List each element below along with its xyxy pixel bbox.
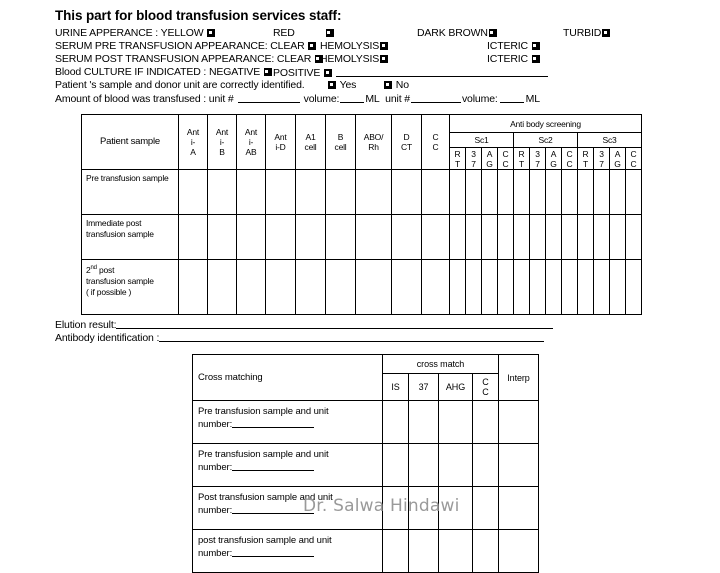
amount-unit-b: ML [365, 93, 380, 105]
checkbox-icon[interactable] [324, 69, 332, 77]
crossmatch-is-header: IS [383, 374, 409, 401]
xm-cell-pre2-37[interactable] [409, 444, 439, 487]
identification-statement [55, 79, 305, 92]
blood-culture-negative-label: Blood CULTURE IF INDICATED : NEGATIVE [55, 66, 261, 78]
serum-post-hemolysis-label: HEMOLYSIS [320, 53, 380, 65]
sc1-ag-top: A [486, 148, 493, 159]
second-post-l3: ( if possible ) [86, 286, 132, 297]
serum-pre-transfusion-row [55, 40, 695, 53]
amount-label-a: Amount of blood was transfused : unit # [55, 93, 234, 105]
cell-imm-anti-ab[interactable] [237, 215, 266, 260]
xm-post1-l1: Post transfusion sample and unit [198, 492, 333, 503]
checkbox-icon[interactable] [380, 55, 388, 63]
col-header-anti-ab [237, 115, 266, 170]
xm-cell-pre1-ahg[interactable] [439, 401, 473, 444]
cell-pre-sc1-ag[interactable] [482, 170, 498, 215]
sc3-37-bottom: 7 [599, 158, 604, 169]
row-label-second-post [82, 260, 179, 315]
crossmatch-table [192, 354, 539, 573]
cell-imm-sc1-37[interactable] [466, 215, 482, 260]
crossmatch-row-label-pre-2 [193, 444, 383, 487]
crossmatch-row [193, 444, 539, 487]
xm-pre2-l1: Pre transfusion sample and unit [198, 449, 329, 460]
identification-yes-option[interactable] [327, 79, 356, 92]
anti-a-l1: Ant [186, 127, 200, 137]
checkbox-icon[interactable] [532, 42, 540, 50]
xm-cell-post1-ahg[interactable] [439, 487, 473, 530]
xm-pre2-l2: number: [198, 462, 233, 473]
anti-ab-l2: i- [248, 137, 254, 147]
watermark-author: Dr. Salwa Hindawi [303, 496, 460, 516]
cell-imm-sc1-ag[interactable] [482, 215, 498, 260]
cell-pre-sc2-cc[interactable] [562, 170, 578, 215]
checkbox-icon[interactable] [384, 81, 392, 89]
xm-cell-pre2-ahg[interactable] [439, 444, 473, 487]
serum-post-transfusion-row [55, 53, 695, 66]
xm-cell-pre2-is[interactable] [383, 444, 409, 487]
urine-yellow-label: URINE APPERANCE : YELLOW [55, 27, 204, 39]
screen-group-sc3: Sc3 [578, 133, 642, 148]
cell-imm-sc3-cc[interactable] [626, 215, 642, 260]
a1-cell-l2: cell [304, 142, 317, 152]
sc3-ag-bottom: G [614, 158, 621, 169]
identification-label: Patient 's sample and donor unit are correctly identified. [55, 79, 305, 91]
checkbox-icon[interactable] [326, 29, 334, 37]
sc2-ag-top: A [550, 148, 557, 159]
anti-a-l2: i- [190, 137, 196, 147]
col-header-b-cell [326, 115, 356, 170]
cell-2nd-sc2-cc[interactable] [562, 260, 578, 315]
volume-input-2[interactable] [500, 92, 524, 103]
crossmatch-cc-header [473, 374, 499, 401]
patient-sample-table [81, 114, 642, 315]
cell-2nd-cc[interactable] [422, 260, 450, 315]
xm-cell-post2-cc[interactable] [473, 530, 499, 573]
sc2-37-header [530, 148, 546, 170]
sc1-ag-bottom: G [486, 158, 493, 169]
crossmatch-row [193, 487, 539, 530]
col-header-anti-a [179, 115, 208, 170]
sc3-cc-top: C [630, 148, 637, 159]
amount-label-b: volume: [303, 93, 340, 105]
col-header-abo-rh [356, 115, 392, 170]
table-row [82, 170, 642, 215]
antibody-identification-row [55, 331, 544, 345]
sc1-cc-top: C [502, 148, 509, 159]
cell-2nd-sc1-cc[interactable] [498, 260, 514, 315]
serum-post-hemolysis-option[interactable] [320, 53, 389, 66]
cell-2nd-abo-rh[interactable] [356, 260, 392, 315]
cell-2nd-sc3-rt[interactable] [578, 260, 594, 315]
cell-pre-sc2-37[interactable] [530, 170, 546, 215]
cell-imm-sc3-ag[interactable] [610, 215, 626, 260]
antibody-screening-header: Anti body screening [450, 115, 642, 133]
xm-post2-l1: post transfusion sample and unit [198, 535, 332, 546]
amount-unit-d: ML [525, 93, 540, 105]
cell-2nd-b-cell[interactable] [326, 260, 356, 315]
sc1-rt-header [450, 148, 466, 170]
anti-a-l3: A [190, 147, 196, 157]
urine-turbid-option[interactable] [563, 27, 611, 40]
sc2-ag-header [546, 148, 562, 170]
crossmatch-row [193, 530, 539, 573]
cell-2nd-a1-cell[interactable] [296, 260, 326, 315]
sc3-ag-header [610, 148, 626, 170]
identification-no-label: No [395, 79, 409, 91]
cell-pre-sc2-rt[interactable] [514, 170, 530, 215]
serum-pre-icteric-option[interactable] [487, 40, 541, 53]
sc2-rt-bottom: T [519, 158, 524, 169]
sc1-rt-top: R [454, 148, 461, 159]
urine-red-label: RED [273, 27, 295, 39]
serum-post-icteric-option[interactable] [487, 53, 541, 66]
cell-imm-b-cell[interactable] [326, 215, 356, 260]
header-block [55, 8, 695, 105]
crossmatch-header-row-1 [193, 355, 539, 374]
cell-pre-sc2-ag[interactable] [546, 170, 562, 215]
cc-l1: C [432, 132, 439, 142]
cell-2nd-sc2-ag[interactable] [546, 260, 562, 315]
serum-pre-clear-label: SERUM PRE TRANSFUSION APPEARANCE: CLEAR [55, 40, 305, 52]
anti-ab-l3: AB [245, 147, 257, 157]
urine-yellow-option[interactable] [55, 27, 216, 40]
elution-result-row [55, 318, 553, 332]
cc-l2: C [432, 142, 439, 152]
xm-cell-post1-cc[interactable] [473, 487, 499, 530]
dct-l1: D [403, 132, 410, 142]
sc1-ag-header [482, 148, 498, 170]
cell-pre-abo-rh[interactable] [356, 170, 392, 215]
cell-pre-anti-d[interactable] [266, 170, 296, 215]
cell-2nd-sc3-37[interactable] [594, 260, 610, 315]
sc2-cc-top: C [566, 148, 573, 159]
blood-culture-negative-option[interactable] [55, 66, 273, 79]
xm-cell-post1-37[interactable] [409, 487, 439, 530]
volume-input-1[interactable] [340, 92, 364, 103]
second-post-l1b: post [96, 264, 115, 275]
xm-cell-post1-interp[interactable] [499, 487, 539, 530]
cell-2nd-sc3-ag[interactable] [610, 260, 626, 315]
checkbox-icon[interactable] [264, 68, 272, 76]
xm-post1-l2: number: [198, 505, 233, 516]
sc3-rt-header [578, 148, 594, 170]
elution-result-label: Elution result: [55, 319, 117, 331]
amount-transfused-row [55, 92, 695, 105]
cell-pre-anti-ab[interactable] [237, 170, 266, 215]
sc2-37-bottom: 7 [535, 158, 540, 169]
sc3-ag-top: A [614, 148, 621, 159]
anti-b-l3: B [219, 147, 225, 157]
serum-post-clear-label: SERUM POST TRANSFUSION APPEARANCE: CLEAR [55, 53, 312, 65]
blood-culture-positive-option[interactable] [273, 66, 548, 80]
cell-imm-sc2-rt[interactable] [514, 215, 530, 260]
col-header-dct [392, 115, 422, 170]
abo-rh-l1: ABO/ [363, 132, 384, 142]
unit-number-input-2[interactable] [411, 92, 461, 103]
serum-post-icteric-label: ICTERIC [487, 53, 528, 65]
cell-2nd-anti-b[interactable] [208, 260, 237, 315]
sc2-37-top: 3 [535, 148, 540, 159]
xm-cell-post1-is[interactable] [383, 487, 409, 530]
cell-pre-sc3-ag[interactable] [610, 170, 626, 215]
screen-group-sc1: Sc1 [450, 133, 514, 148]
xm-cell-post2-ahg[interactable] [439, 530, 473, 573]
serum-post-clear-option[interactable] [55, 53, 324, 66]
urine-red-option[interactable] [273, 27, 335, 40]
cell-2nd-sc3-cc[interactable] [626, 260, 642, 315]
cell-imm-dct[interactable] [392, 215, 422, 260]
b-cell-l2: cell [334, 142, 347, 152]
second-post-sup: nd [90, 265, 97, 271]
crossmatch-row-label-post-2 [193, 530, 383, 573]
sc1-cc-header [498, 148, 514, 170]
xm-cell-pre1-37[interactable] [409, 401, 439, 444]
cell-pre-b-cell[interactable] [326, 170, 356, 215]
sc1-cc-bottom: C [502, 158, 509, 169]
row-label-immediate-post: Immediate post transfusion sample [82, 215, 179, 260]
sc2-rt-top: R [518, 148, 525, 159]
crossmatch-row-label-pre-1 [193, 401, 383, 444]
cell-imm-sc2-cc[interactable] [562, 215, 578, 260]
cell-imm-sc3-rt[interactable] [578, 215, 594, 260]
cell-pre-anti-a[interactable] [179, 170, 208, 215]
checkbox-icon[interactable] [532, 55, 540, 63]
urine-appearance-row [55, 27, 695, 40]
cell-2nd-anti-ab[interactable] [237, 260, 266, 315]
anti-d-l1: Ant [274, 132, 287, 142]
col-header-cc [422, 115, 450, 170]
xm-cell-pre2-cc[interactable] [473, 444, 499, 487]
xm-pre1-unit-input[interactable] [232, 418, 314, 428]
cell-imm-abo-rh[interactable] [356, 215, 392, 260]
anti-d-l2: i-D [275, 142, 286, 152]
b-cell-l1: B [337, 132, 344, 142]
screen-group-sc2: Sc2 [514, 133, 578, 148]
cell-pre-dct[interactable] [392, 170, 422, 215]
cell-pre-cc[interactable] [422, 170, 450, 215]
xm-pre1-l2: number: [198, 419, 233, 430]
identification-row [55, 79, 695, 92]
cell-2nd-sc2-rt[interactable] [514, 260, 530, 315]
cell-2nd-sc2-37[interactable] [530, 260, 546, 315]
sc1-37-top: 3 [471, 148, 476, 159]
crossmatch-title: Cross matching [193, 355, 383, 401]
sc1-37-bottom: 7 [471, 158, 476, 169]
col-header-anti-b [208, 115, 237, 170]
serum-pre-clear-option[interactable] [55, 40, 317, 53]
cell-pre-sc3-rt[interactable] [578, 170, 594, 215]
blood-culture-row [55, 66, 695, 79]
checkbox-icon[interactable] [602, 29, 610, 37]
anti-b-l2: i- [219, 137, 225, 147]
cell-imm-sc3-37[interactable] [594, 215, 610, 260]
xm-pre2-unit-input[interactable] [232, 461, 314, 471]
sc2-cc-bottom: C [566, 158, 573, 169]
cell-pre-sc3-37[interactable] [594, 170, 610, 215]
table-header-row-1 [82, 115, 642, 133]
amount-label-d: volume: [461, 93, 498, 105]
serum-pre-hemolysis-label: HEMOLYSIS [320, 40, 380, 52]
checkbox-icon[interactable] [207, 29, 215, 37]
cell-2nd-anti-a[interactable] [179, 260, 208, 315]
cell-imm-cc[interactable] [422, 215, 450, 260]
cell-imm-sc1-cc[interactable] [498, 215, 514, 260]
patient-sample-header: Patient sample [82, 115, 179, 170]
sc3-rt-top: R [582, 148, 589, 159]
col-header-a1-cell [296, 115, 326, 170]
cell-pre-a1-cell[interactable] [296, 170, 326, 215]
cell-imm-sc1-rt[interactable] [450, 215, 466, 260]
sc2-ag-bottom: G [550, 158, 557, 169]
checkbox-icon[interactable] [489, 29, 497, 37]
cell-pre-sc3-cc[interactable] [626, 170, 642, 215]
xm-post2-l2: number: [198, 548, 233, 559]
cell-2nd-dct[interactable] [392, 260, 422, 315]
cell-imm-sc2-37[interactable] [530, 215, 546, 260]
blood-culture-input-line[interactable] [336, 66, 548, 77]
sc1-37-header [466, 148, 482, 170]
abo-rh-l2: Rh [368, 142, 379, 152]
cell-imm-sc2-ag[interactable] [546, 215, 562, 260]
cell-pre-anti-b[interactable] [208, 170, 237, 215]
cell-2nd-anti-d[interactable] [266, 260, 296, 315]
cell-pre-sc1-cc[interactable] [498, 170, 514, 215]
crossmatch-cc-top: C [482, 377, 489, 387]
crossmatch-ahg-header: AHG [439, 374, 473, 401]
urine-turbid-label: TURBID [563, 27, 602, 39]
xm-cell-pre1-is[interactable] [383, 401, 409, 444]
unit-number-input-1[interactable] [238, 92, 300, 103]
xm-cell-pre1-interp[interactable] [499, 401, 539, 444]
xm-cell-pre2-interp[interactable] [499, 444, 539, 487]
cell-2nd-sc1-ag[interactable] [482, 260, 498, 315]
crossmatch-interp-header: Interp [499, 355, 539, 401]
identification-no-option[interactable] [383, 79, 409, 92]
xm-cell-post2-37[interactable] [409, 530, 439, 573]
antibody-identification-input[interactable] [159, 331, 544, 342]
cell-imm-anti-b[interactable] [208, 215, 237, 260]
checkbox-icon[interactable] [380, 42, 388, 50]
anti-ab-l1: Ant [244, 127, 258, 137]
cell-imm-anti-a[interactable] [179, 215, 208, 260]
page-title: This part for blood transfusion services staff: [55, 8, 342, 23]
second-post-l2: transfusion sample [86, 275, 154, 286]
a1-cell-l1: A1 [305, 132, 316, 142]
urine-dark-brown-option[interactable] [417, 27, 498, 40]
sc2-rt-header [514, 148, 530, 170]
elution-result-input[interactable] [116, 318, 553, 329]
antibody-identification-label: Antibody identification : [55, 332, 160, 344]
amount-transfused-group [55, 92, 540, 106]
crossmatch-37-header: 37 [409, 374, 439, 401]
sc2-cc-header [562, 148, 578, 170]
cell-pre-sc1-37[interactable] [466, 170, 482, 215]
xm-pre1-l1: Pre transfusion sample and unit [198, 406, 329, 417]
identification-yes-label: Yes [339, 79, 357, 91]
col-header-anti-d [266, 115, 296, 170]
sc1-rt-bottom: T [455, 158, 460, 169]
crossmatch-group-header: cross match [383, 355, 499, 374]
blood-culture-positive-label: POSITIVE [273, 67, 321, 79]
cell-pre-sc1-rt[interactable] [450, 170, 466, 215]
second-post-num: 2 [86, 264, 91, 275]
sc3-37-top: 3 [599, 148, 604, 159]
xm-post2-unit-input[interactable] [232, 547, 314, 557]
checkbox-icon[interactable] [328, 81, 336, 89]
xm-cell-post2-is[interactable] [383, 530, 409, 573]
xm-cell-post2-interp[interactable] [499, 530, 539, 573]
anti-b-l1: Ant [215, 127, 229, 137]
sc3-cc-bottom: C [630, 158, 637, 169]
sc3-rt-bottom: T [583, 158, 588, 169]
urine-dark-brown-label: DARK BROWN [417, 27, 488, 39]
row-label-pre-transfusion: Pre transfusion sample [82, 170, 179, 215]
cell-imm-a1-cell[interactable] [296, 215, 326, 260]
amount-label-c: unit # [385, 93, 410, 105]
sc3-cc-header [626, 148, 642, 170]
xm-cell-pre1-cc[interactable] [473, 401, 499, 444]
serum-pre-hemolysis-option[interactable] [320, 40, 389, 53]
xm-post1-unit-input[interactable] [232, 504, 314, 514]
cell-2nd-sc1-rt[interactable] [450, 260, 466, 315]
cell-2nd-sc1-37[interactable] [466, 260, 482, 315]
checkbox-icon[interactable] [308, 42, 316, 50]
table-row [82, 260, 642, 315]
sc3-37-header [594, 148, 610, 170]
table-row [82, 215, 642, 260]
crossmatch-row-label-post-1 [193, 487, 383, 530]
dct-l2: CT [401, 142, 412, 152]
cell-imm-anti-d[interactable] [266, 215, 296, 260]
crossmatch-row [193, 401, 539, 444]
crossmatch-cc-bottom: C [482, 387, 489, 397]
serum-pre-icteric-label: ICTERIC [487, 40, 528, 52]
